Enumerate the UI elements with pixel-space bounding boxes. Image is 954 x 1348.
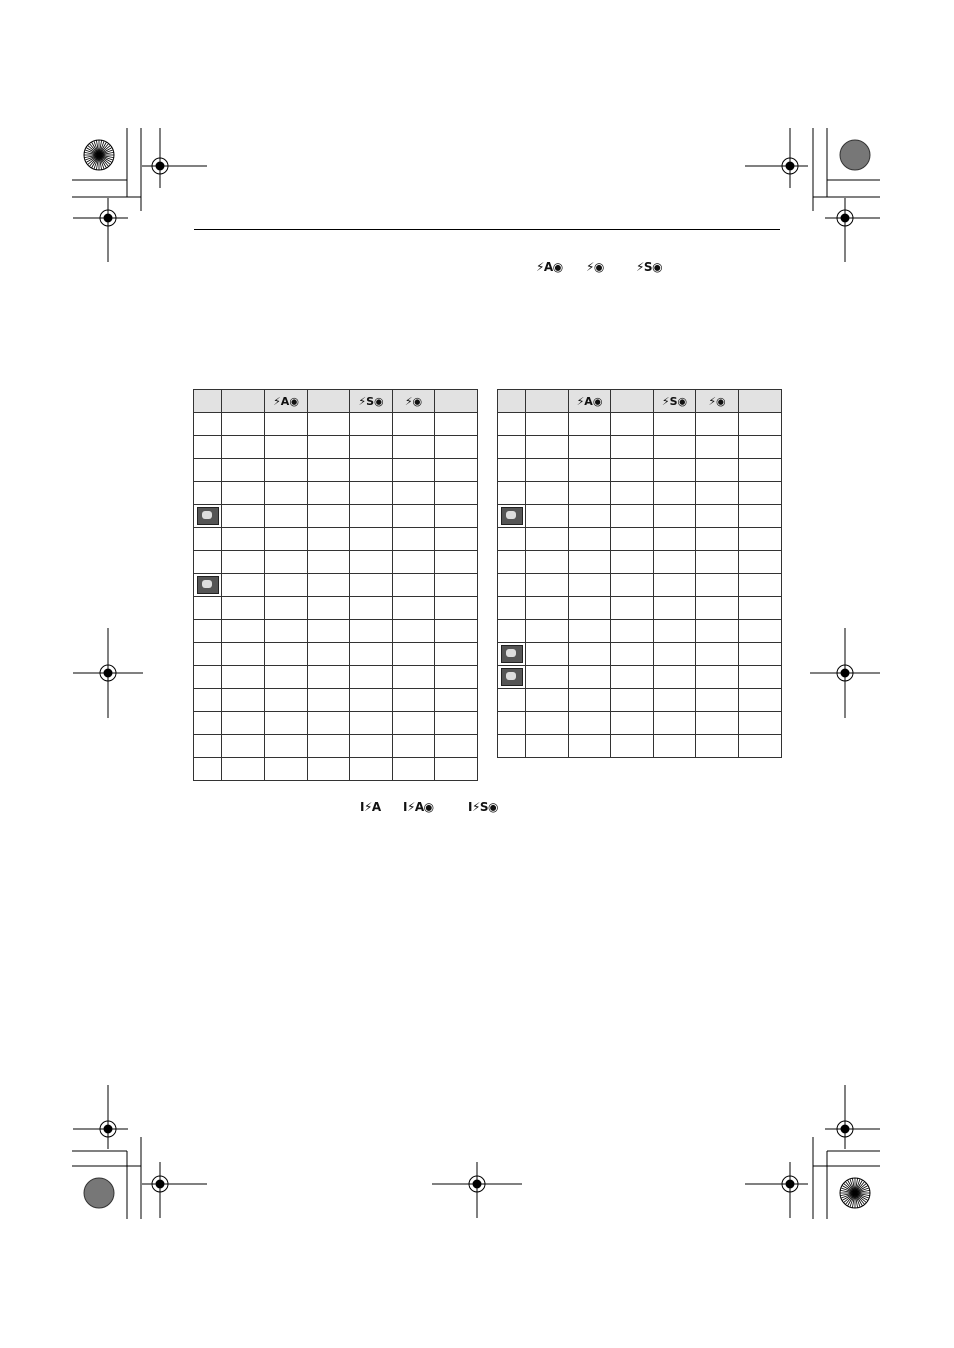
header-cell — [611, 390, 654, 413]
table-cell — [569, 712, 611, 735]
table-row — [194, 597, 478, 620]
table-row — [498, 620, 782, 643]
table-cell — [696, 413, 739, 436]
table-row — [194, 413, 478, 436]
table-cell — [265, 689, 308, 712]
table-cell — [435, 758, 478, 781]
table-cell — [696, 574, 739, 597]
table-cell — [350, 413, 393, 436]
table-cell — [435, 643, 478, 666]
table-cell — [350, 551, 393, 574]
table-cell — [194, 712, 222, 735]
table-cell — [739, 689, 782, 712]
table-cell — [739, 620, 782, 643]
table-cell — [265, 436, 308, 459]
table-cell — [435, 459, 478, 482]
table-cell — [526, 459, 569, 482]
starburst-mark — [840, 1178, 870, 1208]
table-cell — [308, 758, 350, 781]
table-cell — [498, 459, 526, 482]
table-cell — [498, 712, 526, 735]
table-cell — [350, 528, 393, 551]
table-cell — [435, 436, 478, 459]
table-cell — [654, 735, 696, 758]
table-row — [498, 597, 782, 620]
table-cell — [222, 459, 265, 482]
table-cell — [739, 574, 782, 597]
header-cell: ⚡S◉ — [654, 390, 696, 413]
table-cell — [194, 689, 222, 712]
table-cell — [350, 597, 393, 620]
table-cell — [498, 574, 526, 597]
table-cell — [569, 459, 611, 482]
table-cell — [393, 620, 435, 643]
table-cell — [393, 574, 435, 597]
table-cell — [696, 482, 739, 505]
header-cell: ⚡A◉ — [265, 390, 308, 413]
header-cell — [222, 390, 265, 413]
table-cell — [393, 643, 435, 666]
table-cell — [393, 413, 435, 436]
table-cell — [222, 436, 265, 459]
table-cell — [654, 413, 696, 436]
table-row — [498, 712, 782, 735]
table-cell — [265, 620, 308, 643]
table-cell — [222, 413, 265, 436]
table-cell — [222, 482, 265, 505]
portrait-scene-icon — [197, 507, 219, 525]
table-cell — [194, 597, 222, 620]
table-cell — [611, 666, 654, 689]
flash-on-redeye-icon: ⚡◉ — [586, 260, 604, 274]
table-cell — [393, 689, 435, 712]
flash-settings-table-left — [193, 389, 478, 781]
table-cell — [569, 597, 611, 620]
table-cell — [350, 666, 393, 689]
iauto-slow-redeye-icon: I⚡S◉ — [468, 800, 499, 814]
table-cell — [194, 758, 222, 781]
table-cell — [569, 620, 611, 643]
gray-disc-mark — [840, 140, 870, 170]
table-cell — [611, 735, 654, 758]
table-cell — [696, 643, 739, 666]
table-cell — [308, 436, 350, 459]
table-cell — [498, 528, 526, 551]
header-cell: ⚡S◉ — [350, 390, 393, 413]
table-cell — [696, 436, 739, 459]
table-cell — [696, 597, 739, 620]
table-cell — [308, 666, 350, 689]
table-row — [498, 482, 782, 505]
iauto-flash-icon: I⚡A — [360, 800, 381, 814]
header-cell — [308, 390, 350, 413]
table-cell — [696, 689, 739, 712]
table-cell — [526, 551, 569, 574]
table-row — [194, 712, 478, 735]
table-row — [498, 505, 782, 528]
table-cell — [569, 505, 611, 528]
table-cell — [526, 574, 569, 597]
table-row — [194, 528, 478, 551]
table-cell — [435, 689, 478, 712]
table-cell — [739, 505, 782, 528]
scenery-scene-icon — [197, 576, 219, 594]
table-cell — [265, 666, 308, 689]
table-cell — [696, 551, 739, 574]
header-cell — [435, 390, 478, 413]
table-cell — [435, 735, 478, 758]
table-cell — [739, 735, 782, 758]
table-cell — [654, 436, 696, 459]
table-cell — [194, 505, 222, 528]
table-cell — [498, 666, 526, 689]
table-cell — [611, 482, 654, 505]
table-cell — [569, 735, 611, 758]
header-rule — [194, 229, 780, 230]
table-cell — [393, 528, 435, 551]
table-cell — [696, 459, 739, 482]
table-row — [194, 551, 478, 574]
table-cell — [222, 505, 265, 528]
table-cell — [739, 551, 782, 574]
table-cell — [435, 528, 478, 551]
table-cell — [739, 712, 782, 735]
table-cell — [696, 735, 739, 758]
table-cell — [654, 620, 696, 643]
table-cell — [222, 735, 265, 758]
table-cell — [350, 643, 393, 666]
table-cell — [222, 758, 265, 781]
table-cell — [435, 574, 478, 597]
table-cell — [654, 551, 696, 574]
table-cell — [526, 505, 569, 528]
table-cell — [611, 643, 654, 666]
table-cell — [194, 413, 222, 436]
table-cell — [393, 505, 435, 528]
table-cell — [350, 758, 393, 781]
table-cell — [194, 482, 222, 505]
table-cell — [569, 574, 611, 597]
sky-scene-icon — [501, 668, 523, 686]
table-cell — [222, 574, 265, 597]
table-cell — [308, 574, 350, 597]
table-cell — [611, 413, 654, 436]
table-row — [498, 528, 782, 551]
table-cell — [350, 712, 393, 735]
table-row — [194, 643, 478, 666]
table-cell — [194, 666, 222, 689]
table-cell — [696, 620, 739, 643]
table-cell — [194, 528, 222, 551]
table-cell — [393, 459, 435, 482]
table-cell — [498, 413, 526, 436]
table-row — [498, 574, 782, 597]
table-row — [498, 689, 782, 712]
flash-settings-table-right — [497, 389, 782, 758]
table-row — [194, 758, 478, 781]
table-cell — [308, 528, 350, 551]
table-cell — [654, 666, 696, 689]
table-cell — [350, 505, 393, 528]
table-cell — [308, 689, 350, 712]
table-cell — [308, 712, 350, 735]
table-cell — [654, 597, 696, 620]
table-cell — [611, 505, 654, 528]
table-cell — [498, 436, 526, 459]
table-cell — [739, 643, 782, 666]
table-cell — [265, 482, 308, 505]
table-cell — [654, 574, 696, 597]
header-cell: ⚡◉ — [696, 390, 739, 413]
table-cell — [696, 712, 739, 735]
header-cell — [498, 390, 526, 413]
table-row — [194, 436, 478, 459]
table-cell — [308, 413, 350, 436]
table-cell — [435, 597, 478, 620]
table-cell — [569, 482, 611, 505]
table-row — [498, 413, 782, 436]
table-cell — [393, 666, 435, 689]
table-cell — [265, 712, 308, 735]
table-cell — [350, 735, 393, 758]
table-cell — [611, 597, 654, 620]
table-cell — [194, 459, 222, 482]
header-cell: ⚡A◉ — [569, 390, 611, 413]
table-cell — [222, 551, 265, 574]
table-cell — [569, 551, 611, 574]
table-cell — [222, 643, 265, 666]
table-cell — [739, 459, 782, 482]
table-cell — [654, 528, 696, 551]
table-cell — [696, 528, 739, 551]
table-cell — [222, 528, 265, 551]
table-cell — [194, 620, 222, 643]
table-cell — [526, 712, 569, 735]
header-cell — [739, 390, 782, 413]
table-row — [194, 689, 478, 712]
table-cell — [739, 436, 782, 459]
table-row — [194, 482, 478, 505]
table-cell — [350, 574, 393, 597]
table-cell — [393, 551, 435, 574]
flash-scene-icon — [501, 507, 523, 525]
table-row — [194, 735, 478, 758]
gray-disc-mark — [84, 1178, 114, 1208]
table-cell — [526, 620, 569, 643]
iauto-flash-redeye-icon: I⚡A◉ — [403, 800, 434, 814]
header-cell — [526, 390, 569, 413]
table-cell — [498, 735, 526, 758]
table-cell — [265, 597, 308, 620]
table-cell — [265, 528, 308, 551]
table-cell — [569, 666, 611, 689]
table-row — [498, 666, 782, 689]
table-cell — [393, 735, 435, 758]
table-cell — [696, 505, 739, 528]
table-cell — [654, 712, 696, 735]
table-cell — [526, 597, 569, 620]
flash-slow-redeye-icon: ⚡S◉ — [636, 260, 663, 274]
table-cell — [696, 666, 739, 689]
table-cell — [654, 505, 696, 528]
table-cell — [308, 597, 350, 620]
table-cell — [265, 735, 308, 758]
table-row — [498, 735, 782, 758]
header-cell: ⚡◉ — [393, 390, 435, 413]
table-cell — [569, 689, 611, 712]
table-cell — [435, 712, 478, 735]
table-cell — [435, 505, 478, 528]
table-cell — [194, 735, 222, 758]
table-cell — [265, 758, 308, 781]
table-cell — [393, 712, 435, 735]
table-cell — [222, 597, 265, 620]
table-cell — [526, 482, 569, 505]
table-cell — [435, 620, 478, 643]
table-cell — [194, 574, 222, 597]
table-cell — [265, 643, 308, 666]
table-cell — [611, 574, 654, 597]
food-scene-icon — [501, 645, 523, 663]
table-header-row — [194, 390, 478, 413]
table-cell — [526, 643, 569, 666]
table-row — [194, 505, 478, 528]
table-cell — [498, 689, 526, 712]
table-row — [498, 551, 782, 574]
table-cell — [222, 689, 265, 712]
table-row — [498, 459, 782, 482]
table-cell — [393, 436, 435, 459]
table-cell — [498, 551, 526, 574]
table-cell — [611, 551, 654, 574]
table-cell — [265, 413, 308, 436]
table-cell — [222, 712, 265, 735]
table-row — [194, 459, 478, 482]
table-cell — [569, 436, 611, 459]
table-cell — [308, 620, 350, 643]
table-cell — [350, 459, 393, 482]
table-cell — [350, 689, 393, 712]
table-cell — [308, 735, 350, 758]
table-cell — [308, 482, 350, 505]
table-cell — [611, 528, 654, 551]
table-cell — [308, 505, 350, 528]
table-cell — [526, 436, 569, 459]
table-cell — [526, 735, 569, 758]
table-cell — [194, 436, 222, 459]
table-cell — [654, 689, 696, 712]
table-cell — [435, 666, 478, 689]
table-cell — [611, 459, 654, 482]
table-cell — [308, 551, 350, 574]
table-row — [498, 643, 782, 666]
table-cell — [435, 551, 478, 574]
table-cell — [526, 413, 569, 436]
table-cell — [308, 643, 350, 666]
table-cell — [498, 505, 526, 528]
table-cell — [393, 597, 435, 620]
table-cell — [194, 643, 222, 666]
table-cell — [739, 597, 782, 620]
table-cell — [526, 528, 569, 551]
table-cell — [498, 482, 526, 505]
table-cell — [265, 551, 308, 574]
table-cell — [569, 413, 611, 436]
table-cell — [526, 666, 569, 689]
table-cell — [435, 413, 478, 436]
table-row — [498, 436, 782, 459]
table-cell — [222, 666, 265, 689]
table-cell — [569, 643, 611, 666]
table-cell — [498, 597, 526, 620]
table-cell — [739, 666, 782, 689]
table-cell — [498, 620, 526, 643]
table-row — [194, 620, 478, 643]
table-header-row — [498, 390, 782, 413]
table-cell — [739, 528, 782, 551]
table-cell — [526, 689, 569, 712]
table-cell — [611, 689, 654, 712]
table-cell — [265, 459, 308, 482]
table-cell — [611, 436, 654, 459]
flash-auto-redeye-icon: ⚡A◉ — [536, 260, 563, 274]
table-cell — [739, 482, 782, 505]
table-cell — [393, 482, 435, 505]
table-cell — [654, 643, 696, 666]
table-cell — [222, 620, 265, 643]
table-cell — [654, 459, 696, 482]
table-cell — [569, 528, 611, 551]
table-cell — [350, 482, 393, 505]
table-cell — [654, 482, 696, 505]
table-cell — [739, 413, 782, 436]
table-cell — [611, 620, 654, 643]
table-row — [194, 666, 478, 689]
table-cell — [498, 643, 526, 666]
table-cell — [435, 482, 478, 505]
table-row — [194, 574, 478, 597]
starburst-mark — [84, 140, 114, 170]
table-cell — [350, 436, 393, 459]
table-cell — [350, 620, 393, 643]
table-cell — [265, 505, 308, 528]
table-cell — [265, 574, 308, 597]
table-cell — [611, 712, 654, 735]
table-cell — [194, 551, 222, 574]
header-cell — [194, 390, 222, 413]
table-cell — [393, 758, 435, 781]
table-cell — [308, 459, 350, 482]
